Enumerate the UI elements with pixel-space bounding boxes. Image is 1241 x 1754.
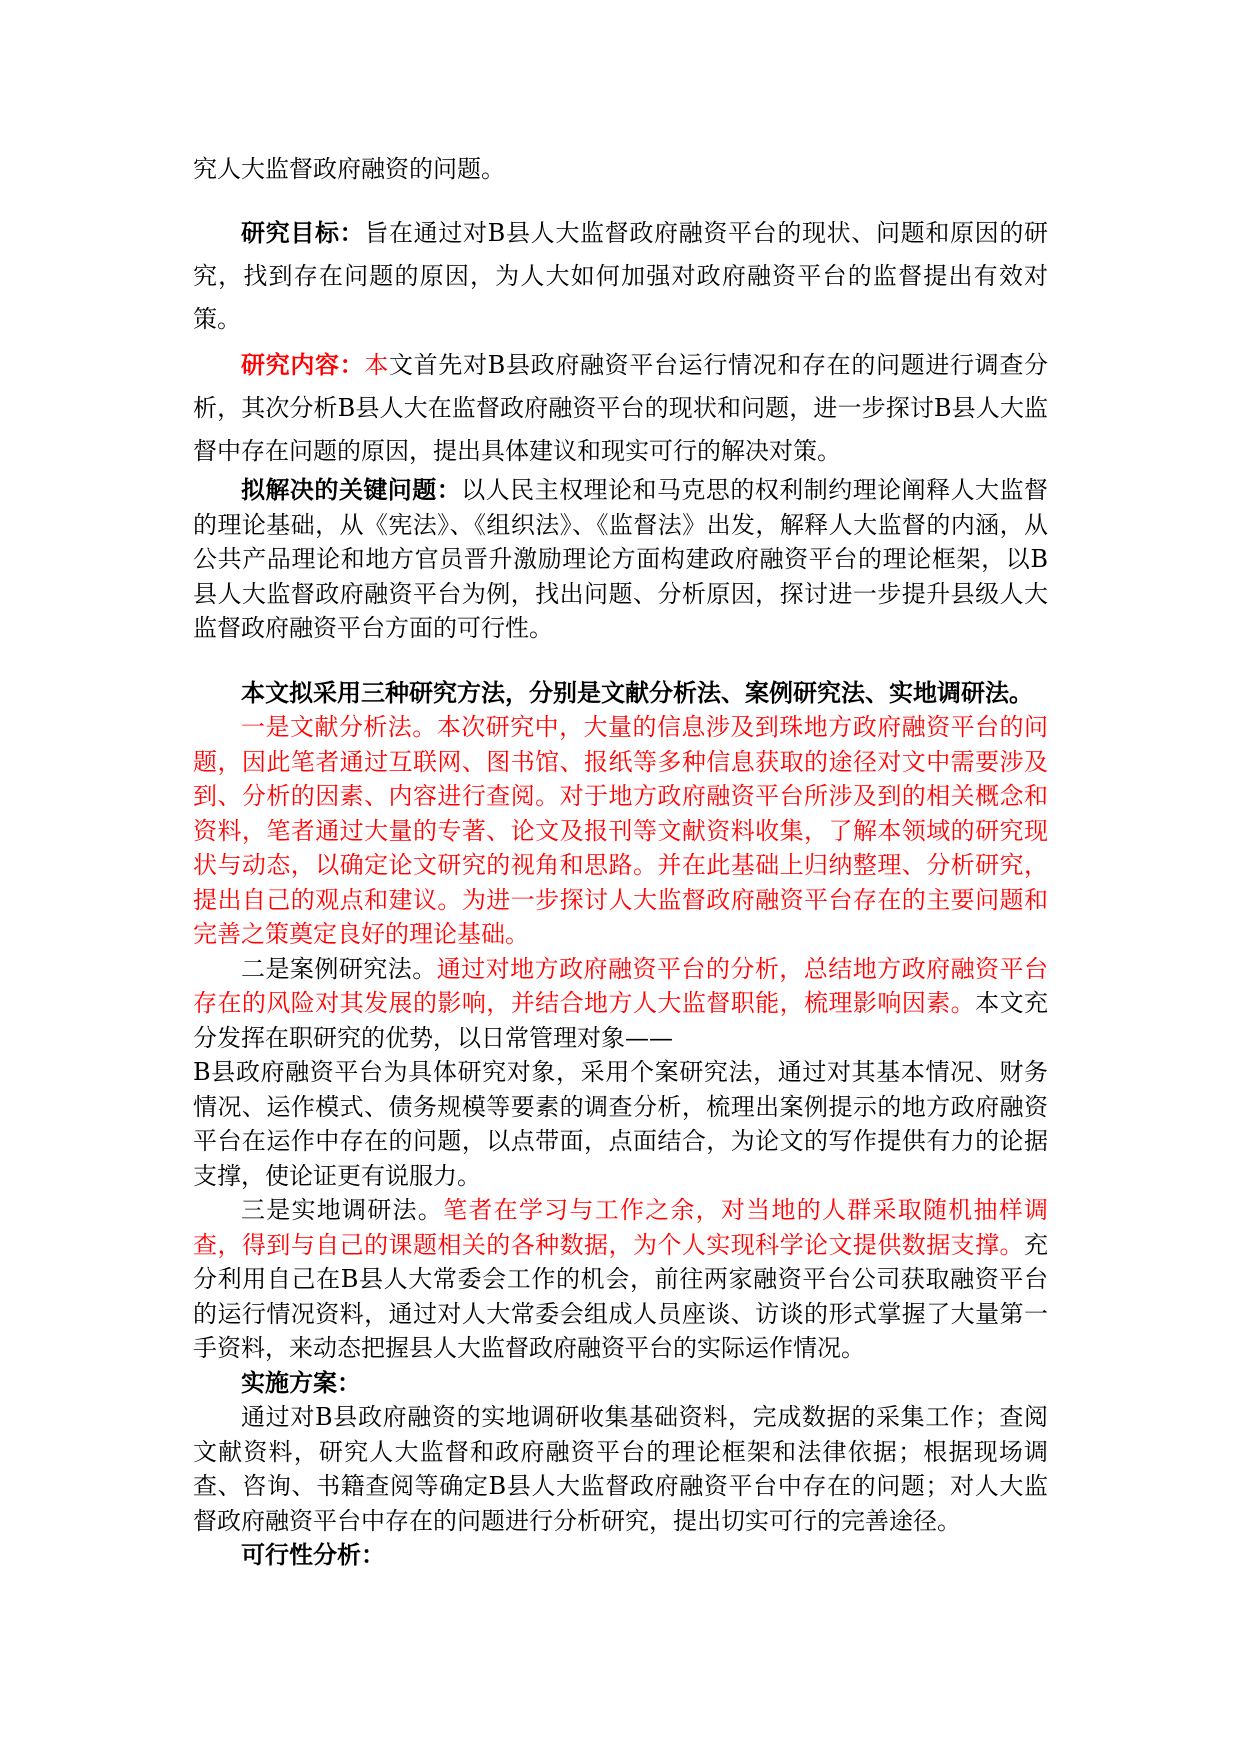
heading-implementation-plan: 实施方案： <box>241 1367 361 1397</box>
text-method-case: 本文充分发挥在职研究的优势，以日常管理对象—— <box>193 989 1049 1052</box>
label-research-goal: 研究目标： <box>241 218 365 247</box>
text-method-case-lead: 二是案例研究法。 <box>241 954 437 983</box>
paragraph-method-literature: 一是文献分析法。本次研究中，大量的信息涉及到珠地方政府融资平台的问题，因此笔者通过互联网、图书馆、报纸等多种信息获取的途径对文中需要涉及到、分析的因素、内容进行查阅。对于地方政府融资平台所涉及到的相关概念和资料，笔者通过大量的专著、论文及报刊等文献资料收集，了解本领域的研究现状与动态，以确定论文研究的视角和思路。并在此基础上归纳整理、分析研究，提出自己的观点和建议。为进一步探讨人大监督政府融资平台存在的主要问题和完善之策奠定良好的理论基础。 <box>193 713 1048 948</box>
text-method-field-red: 笔者在学习与工作之余，对当地的人群采取随机抽样调查，得到与自己的课题相关的各种数据，为个人实现科学论文提供数据支撑。 <box>193 1196 1049 1259</box>
paragraph-implementation-plan: 通过对B县政府融资的实地调研收集基础资料，完成数据的采集工作；查阅文献资料，研究人大监督和政府融资平台的理论框架和法律依据；根据现场调查、咨询、书籍查阅等确定B县人大监督政府融资平台中存在的问题；对人大监督政府融资平台中存在的问题进行分析研究，提出切实可行的完善途径。 <box>193 1403 1048 1535</box>
text-method-field: 充分利用自己在B县人大常委会工作的机会，前往两家融资平台公司获取融资平台的运行情况资料，通过对人大常委会组成人员座谈、访谈的形式掌握了大量第一手资料，来动态把握县人大监督政府融资平台的实际运作情况。 <box>193 1230 1048 1362</box>
heading-feasibility-analysis: 可行性分析： <box>241 1540 385 1569</box>
paragraph-method-case-continued: B县政府融资平台为具体研究对象，采用个案研究法，通过对其基本情况、财务情况、运作模式、债务规模等要素的调查分析，梳理出案例提示的地方政府融资平台在运作中存在的问题，以点带面，点面结合，为论文的写作提供有力的论据支撑，使论证更有说服力。 <box>193 1058 1048 1190</box>
text-research-content: 文首先对B县政府融资平台运行情况和存在的问题进行调查分析，其次分析B县人大在监督政府融资平台的现状和问题，进一步探讨B县人大监督中存在问题的原因，提出具体建议和现实可行的解决对策。 <box>193 351 1049 465</box>
paragraph-method-case <box>193 952 1048 1056</box>
label-key-problems: 拟解决的关键问题： <box>241 475 462 504</box>
text-method-field-lead: 三是实地调研法。 <box>241 1196 444 1224</box>
paragraph-intro-tail: 究人大监督政府融资的问题。 <box>193 155 505 183</box>
label-research-content: 研究内容： <box>241 350 365 379</box>
paragraph-research-content <box>193 343 1048 473</box>
text-research-content-red: 本 <box>364 351 390 379</box>
paragraph-method-field <box>193 1193 1048 1366</box>
paragraph-methods-heading: 本文拟采用三种研究方法，分别是文献分析法、案例研究法、实地调研法。 <box>241 677 1033 707</box>
paragraph-research-goal <box>193 211 1048 341</box>
text-method-case-red: 通过对地方政府融资平台的分析，总结地方政府融资平台存在的风险对其发展的影响，并结合地方人大监督职能，梳理影响因素。 <box>193 954 1048 1017</box>
paragraph-key-problems <box>193 473 1048 646</box>
document-page <box>193 148 1048 1573</box>
text-research-goal: 旨在通过对B县人大监督政府融资平台的现状、问题和原因的研究，找到存在问题的原因，为人大如何加强对政府融资平台的监督提出有效对策。 <box>193 219 1049 333</box>
text-key-problems: 以人民主权理论和马克思的权利制约理论阐释人大监督的理论基础，从《宪法》、《组织法》、《监督法》出发，解释人大监督的内涵，从公共产品理论和地方官员晋升激励理论方面构建政府融资平台的理论框架，以B县人大监督政府融资平台为例，找出问题、分析原因，探讨进一步提升县级人大监督政府融资平台方面的可行性。 <box>193 476 1048 642</box>
